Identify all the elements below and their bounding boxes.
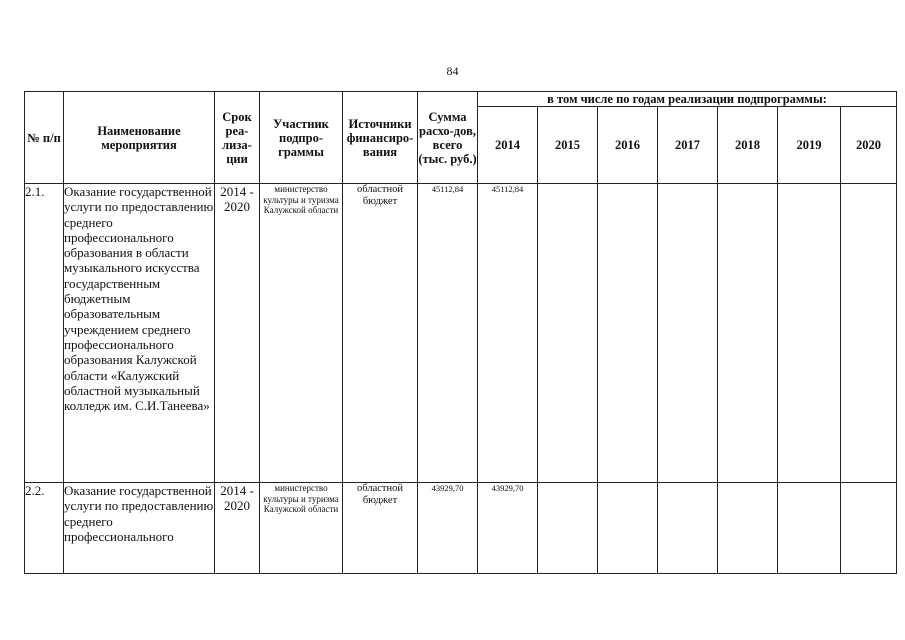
activity-participant: министерство культуры и туризма Калужской области (260, 483, 343, 574)
year-amount (598, 184, 658, 483)
header-year: 2020 (841, 107, 897, 184)
header-year: 2018 (718, 107, 778, 184)
year-amount (658, 483, 718, 574)
row-number: 2.2. (25, 483, 64, 574)
year-amount (841, 184, 897, 483)
year-amount (658, 184, 718, 483)
year-amount (538, 483, 598, 574)
year-amount (538, 184, 598, 483)
header-activity-name: Наименование мероприятия (64, 92, 215, 184)
year-amount (841, 483, 897, 574)
header-years-group: в том числе по годам реализации подпрограммы: (478, 92, 897, 107)
year-amount: 45112,84 (478, 184, 538, 483)
header-year: 2014 (478, 107, 538, 184)
header-year: 2016 (598, 107, 658, 184)
row-number: 2.1. (25, 184, 64, 483)
header-participant: Участник подпро-граммы (260, 92, 343, 184)
header-number: № п/п (25, 92, 64, 184)
header-total-expenses: Сумма расхо-дов, всего (тыс. руб.) (418, 92, 478, 184)
header-row-main (25, 92, 897, 107)
activity-participant: министерство культуры и туризма Калужской области (260, 184, 343, 483)
header-term: Срок реа-лиза-ции (215, 92, 260, 184)
funding-source: областной бюджет (343, 483, 418, 574)
activity-name: Оказание государственной услуги по предоставлению среднего профессионального образования в области музыкального искусства государственным бюджетным образовательным учреждением среднего профессионального образования Калужской области «Калужский областной музыкальный колледж им. С.И.Танеева» (64, 184, 215, 483)
funding-source: областной бюджет (343, 184, 418, 483)
year-amount (778, 483, 841, 574)
table-row (25, 184, 897, 483)
year-amount (718, 483, 778, 574)
year-amount: 43929,70 (478, 483, 538, 574)
year-amount (718, 184, 778, 483)
year-amount (778, 184, 841, 483)
header-year: 2019 (778, 107, 841, 184)
header-year: 2017 (658, 107, 718, 184)
year-amount (598, 483, 658, 574)
total-amount: 45112,84 (418, 184, 478, 483)
activity-term: 2014 - 2020 (215, 184, 260, 483)
activities-table (24, 91, 897, 574)
total-amount: 43929,70 (418, 483, 478, 574)
header-funding-sources: Источники финансиро-вания (343, 92, 418, 184)
page-number: 84 (446, 64, 459, 78)
table-row (25, 483, 897, 574)
activity-name: Оказание государственной услуги по предоставлению среднего профессионального (64, 483, 215, 574)
header-year: 2015 (538, 107, 598, 184)
activity-term: 2014 - 2020 (215, 483, 260, 574)
